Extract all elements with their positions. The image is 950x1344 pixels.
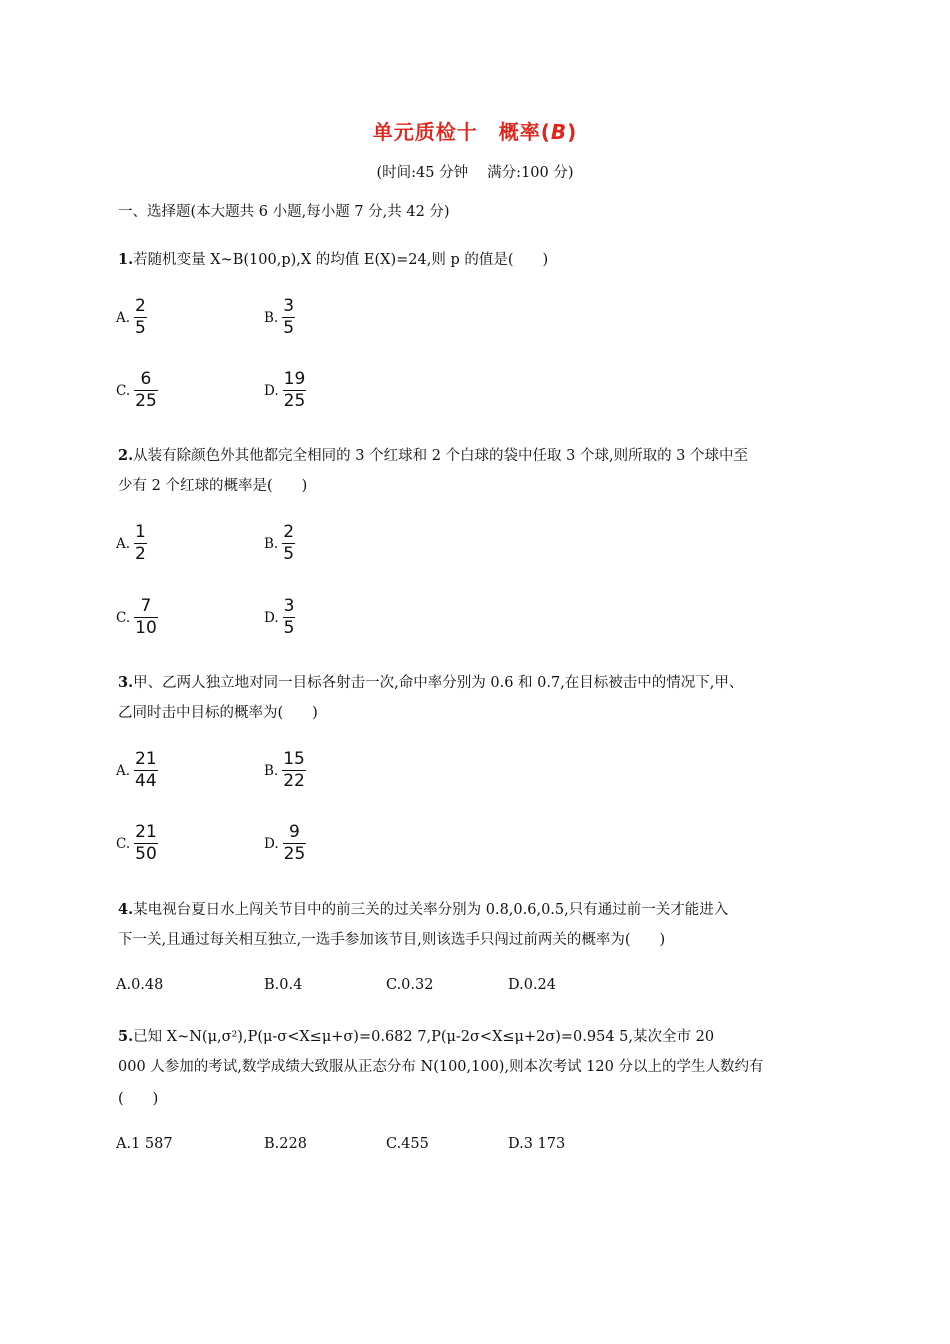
q1-option-b: B. $\frac{3}{5}$ xyxy=(264,296,295,338)
page-title: 单元质检十 概率(B) xyxy=(372,120,578,144)
question-text: 已知 X~N(μ,σ²),P(μ-σ<X≤μ+σ)=0.682 7,P(μ-2σ<X≤μ+2σ)=0.954 5,某次全市 20 xyxy=(133,1029,715,1045)
section-heading: 一、选择题(本大题共 6 小题,每小题 7 分,共 42 分) xyxy=(118,204,450,220)
question-3-continued: 乙同时击中目标的概率为( ) xyxy=(118,705,318,721)
q5-option-b: B.228 xyxy=(264,1136,307,1152)
q5-option-a: A.1 587 xyxy=(116,1136,173,1152)
question-4 xyxy=(118,898,728,919)
question-number: 1. xyxy=(118,251,134,268)
question-2 xyxy=(118,444,748,465)
question-2-continued: 少有 2 个红球的概率是( ) xyxy=(118,478,308,494)
question-3 xyxy=(118,671,743,692)
q2-option-a: A. $\frac{1}{2}$ xyxy=(116,522,146,564)
q1-option-d: D. $\frac{19}{25}$ xyxy=(264,369,306,411)
question-4-continued: 下一关,且通过每关相互独立,一选手参加该节目,则该选手只闯过前两关的概率为( ) xyxy=(118,932,666,948)
question-1 xyxy=(118,248,548,269)
question-number: 5. xyxy=(118,1028,134,1045)
question-number: 2. xyxy=(118,447,134,464)
q3-option-a: A. $\frac{21}{44}$ xyxy=(116,749,157,791)
q1-option-c: C. $\frac{6}{25}$ xyxy=(116,369,157,411)
question-text: 某电视台夏日水上闯关节目中的前三关的过关率分别为 0.8,0.6,0.5,只有通过前一关才能进入 xyxy=(133,902,729,918)
question-number: 3. xyxy=(118,674,134,691)
q2-option-d: D. $\frac{3}{5}$ xyxy=(264,596,295,638)
q4-option-c: C.0.32 xyxy=(386,977,434,993)
q4-option-d: D.0.24 xyxy=(508,977,557,993)
exam-info: (时间:45 分钟 满分:100 分) xyxy=(376,165,574,181)
q3-option-d: D. $\frac{9}{25}$ xyxy=(264,822,306,864)
q1-option-a: A. $\frac{2}{5}$ xyxy=(116,296,146,338)
q3-option-b: B. $\frac{15}{22}$ xyxy=(264,749,305,791)
q5-option-d: D.3 173 xyxy=(508,1136,566,1152)
q4-option-a: A.0.48 xyxy=(116,977,164,993)
q2-option-c: C. $\frac{7}{10}$ xyxy=(116,596,157,638)
question-text: 若随机变量 X~B(100,p),X 的均值 E(X)=24,则 p 的值是( ) xyxy=(133,252,549,268)
question-5-continued: 000 人参加的考试,数学成绩大致服从正态分布 N(100,100),则本次考试 120 分以上的学生人数约有 xyxy=(118,1059,764,1075)
answer-blank: ( ) xyxy=(118,1091,159,1107)
question-5 xyxy=(118,1025,714,1046)
q4-option-b: B.0.4 xyxy=(264,977,303,993)
q3-option-c: C. $\frac{21}{50}$ xyxy=(116,822,157,864)
question-text: 从装有除颜色外其他都完全相同的 3 个红球和 2 个白球的袋中任取 3 个球,则所取的 3 个球中至 xyxy=(133,448,749,464)
q5-option-c: C.455 xyxy=(386,1136,429,1152)
question-number: 4. xyxy=(118,901,134,918)
q2-option-b: B. $\frac{2}{5}$ xyxy=(264,522,295,564)
question-text: 甲、乙两人独立地对同一目标各射击一次,命中率分别为 0.6 和 0.7,在目标被击中的情况下,甲、 xyxy=(133,675,744,691)
